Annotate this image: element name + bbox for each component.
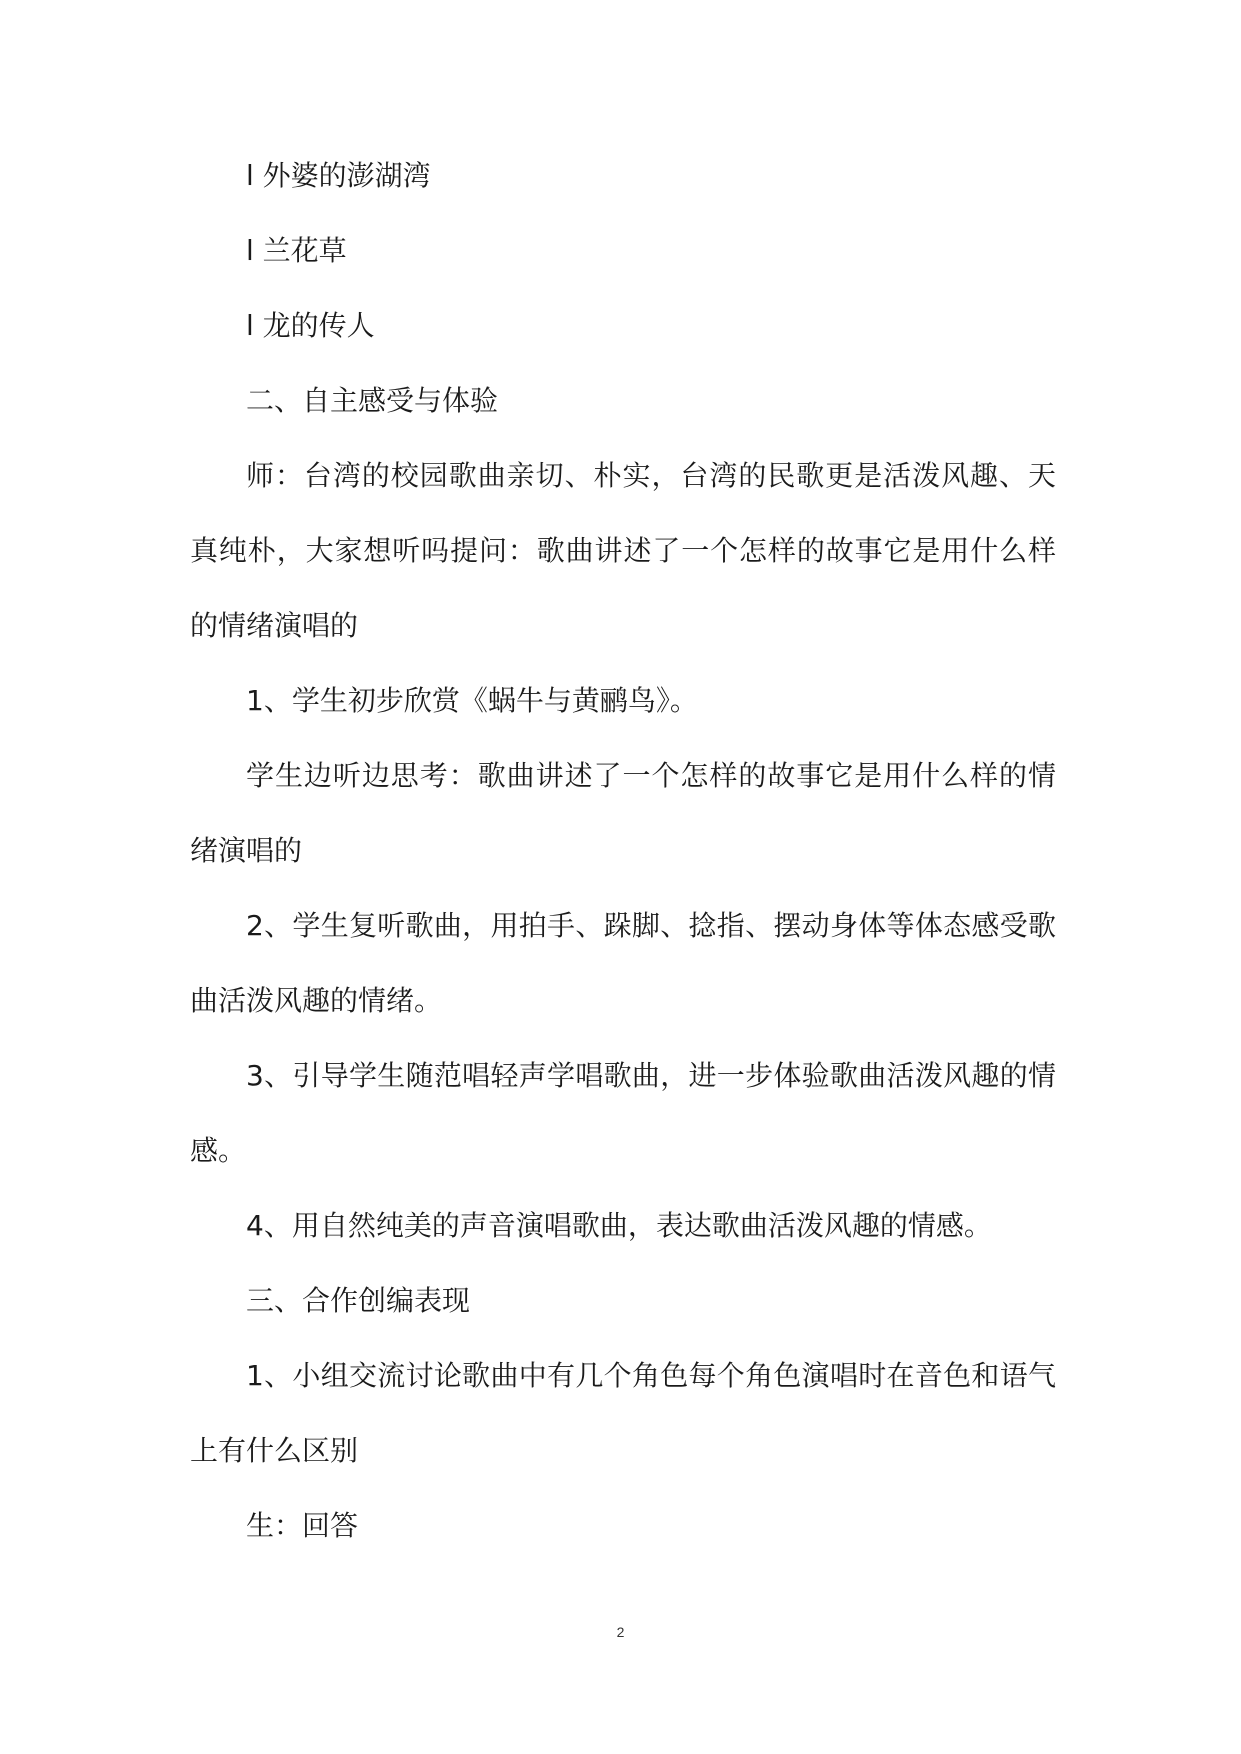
- list-item-song-2: l 兰花草: [246, 234, 347, 267]
- paragraph-student-answer: 生：回答: [246, 1509, 359, 1542]
- list-item-song-3: l 龙的传人: [246, 309, 375, 342]
- paragraph-step-3: 3、引导学生随范唱轻声学唱歌曲，进一步体验歌曲活泼风趣的情感。: [190, 1059, 1056, 1167]
- section-heading-3: 三、合作创编表现: [246, 1284, 471, 1317]
- paragraph-step-4: 4、用自然纯美的声音演唱歌曲，表达歌曲活泼风趣的情感。: [246, 1209, 992, 1242]
- list-item-song-1: l 外婆的澎湖湾: [246, 159, 431, 192]
- page-number: 2: [616, 1624, 625, 1640]
- paragraph-group-discussion: 1、小组交流讨论歌曲中有几个角色每个角色演唱时在音色和语气上有什么区别: [190, 1359, 1056, 1467]
- paragraph-student-think: 学生边听边思考：歌曲讲述了一个怎样的故事它是用什么样的情绪演唱的: [190, 759, 1056, 867]
- section-heading-2: 二、自主感受与体验: [246, 384, 499, 417]
- document-body: [190, 138, 1056, 1563]
- paragraph-step-1: 1、学生初步欣赏《蜗牛与黄鹂鸟》。: [246, 684, 698, 717]
- paragraph-step-2: 2、学生复听歌曲，用拍手、跺脚、捻指、摆动身体等体态感受歌曲活泼风趣的情绪。: [190, 909, 1056, 1017]
- paragraph-teacher-intro: 师：台湾的校园歌曲亲切、朴实，台湾的民歌更是活泼风趣、天真纯朴，大家想听吗提问：歌曲讲述了一个怎样的故事它是用什么样的情绪演唱的: [190, 459, 1056, 642]
